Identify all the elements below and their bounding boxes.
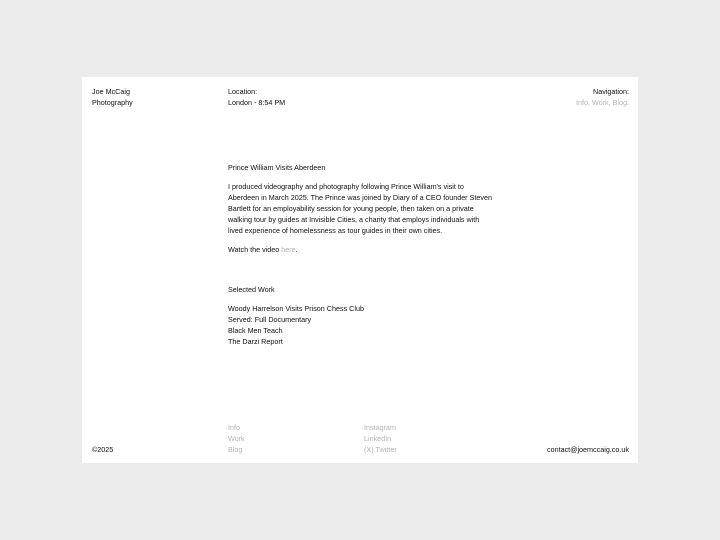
footer-link-blog[interactable]: Blog — [228, 445, 243, 454]
article-body — [228, 181, 508, 236]
selected-work-item[interactable]: Black Men Teach — [228, 326, 283, 335]
nav-link-work[interactable]: Work — [591, 98, 609, 107]
selected-work — [228, 284, 508, 347]
watch-video-line — [228, 244, 508, 255]
footer-socials — [364, 422, 397, 455]
footer-link-instagram[interactable]: Instagram — [364, 423, 396, 432]
location-block — [228, 86, 285, 108]
footer-link-work[interactable]: Work — [228, 434, 245, 443]
nav-link-blog[interactable]: Blog. — [612, 98, 629, 107]
navigation — [576, 86, 629, 108]
footer-link-twitter[interactable]: (X) Twitter — [364, 445, 397, 454]
article-body-line: walking tour by guides at Invisible Cities, a charity that employs individuals with — [228, 215, 480, 224]
watch-video-link[interactable]: here — [281, 245, 296, 254]
selected-work-item[interactable]: Served: Full Documentary — [228, 315, 312, 324]
brand-subtitle: Photography — [92, 98, 133, 107]
footer-link-info[interactable]: Info — [228, 423, 240, 432]
article-title: Prince William Visits Aberdeen — [228, 163, 326, 172]
site-brand[interactable] — [92, 86, 133, 108]
footer-pages — [228, 422, 245, 455]
watch-video-text: Watch the video — [228, 245, 282, 254]
footer-link-linkedin[interactable]: LinkedIn — [364, 434, 392, 443]
navigation-links: Info, Work, Blog. — [575, 98, 629, 107]
selected-work-heading: Selected Work — [228, 285, 275, 294]
article-body-line: lived experience of homelessness as tour guides in their own cities. — [228, 226, 443, 235]
navigation-label: Navigation: — [593, 87, 629, 96]
selected-work-item[interactable]: The Darzi Report — [228, 337, 283, 346]
article — [228, 162, 508, 255]
selected-work-item[interactable]: Woody Harrelson Visits Prison Chess Club — [228, 304, 364, 313]
brand-name: Joe McCaig — [92, 87, 130, 96]
location-label: Location: — [228, 87, 258, 96]
contact-email-link[interactable]: contact@joemccaig.co.uk — [546, 445, 629, 454]
article-body-line: Bartlett for an employability session for young people, then taken on a private — [228, 204, 474, 213]
location-value: London - 8:54 PM — [228, 98, 286, 107]
copyright: ©2025 — [92, 445, 114, 454]
watch-video-suffix: . — [295, 245, 298, 254]
nav-link-info[interactable]: Info — [575, 98, 588, 107]
article-body-line: I produced videography and photography following Prince William's visit to — [228, 182, 464, 191]
article-body-line: Aberdeen in March 2025. The Prince was joined by Diary of a CEO founder Steven — [228, 193, 492, 202]
page-card — [82, 77, 638, 463]
